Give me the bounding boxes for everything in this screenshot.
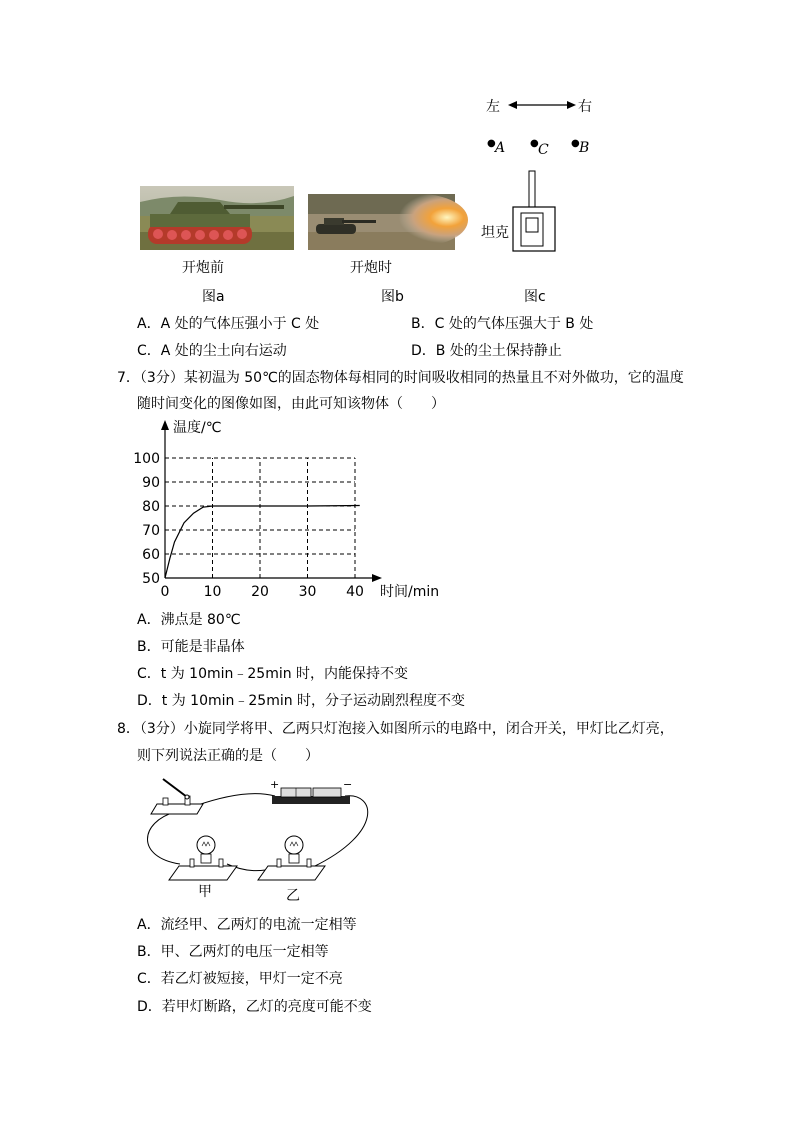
y-axis-label: 温度/℃ xyxy=(173,420,222,436)
lamp-jia-label: 甲 xyxy=(198,884,212,900)
q8-option-a: A．流经甲、乙两灯的电流一定相等 xyxy=(137,917,357,933)
caption-during: 开炮时 xyxy=(350,260,392,276)
double-arrow-icon xyxy=(508,98,576,112)
x-tick-label: 30 xyxy=(298,584,317,600)
figure-a-label: 图a xyxy=(202,289,225,305)
tank-before-photo xyxy=(140,186,294,250)
point-a-label: A xyxy=(495,140,506,156)
x-tick-label: 0 xyxy=(160,584,170,600)
q8-stem-line2: 则下列说法正确的是（ ） xyxy=(137,748,319,764)
point-dot: ● xyxy=(530,138,539,149)
x-tick-label: 40 xyxy=(346,584,364,600)
point-dot: ● xyxy=(571,138,580,149)
q6-option-c: C．A 处的尘土向右运动 xyxy=(137,343,287,359)
x-axis-arrow-icon xyxy=(372,574,382,582)
caption-before: 开炮前 xyxy=(182,260,224,276)
q8-option-c: C．若乙灯被短接，甲灯一定不亮 xyxy=(137,971,343,987)
q8-option-d: D．若甲灯断路，乙灯的亮度可能不变 xyxy=(137,999,372,1015)
q7-stem-line2: 随时间变化的图像如图，由此可知该物体（ ） xyxy=(137,396,445,412)
switch-icon xyxy=(151,779,203,814)
lamp-jia-icon xyxy=(169,836,237,880)
q7-stem-line1: 7．（3分）某初温为 50℃的固态物体每相同的时间吸收相同的热量且不对外做功，它的温度 xyxy=(117,370,684,386)
figure-c-label: 图c xyxy=(524,289,546,305)
q6-option-a: A．A 处的气体压强小于 C 处 xyxy=(137,316,320,332)
chart-grid xyxy=(165,458,355,578)
temperature-curve xyxy=(165,506,360,578)
right-label: 右 xyxy=(578,99,592,115)
figure-b-label: 图b xyxy=(381,289,404,305)
left-label: 左 xyxy=(486,99,500,115)
x-tick-label: 20 xyxy=(251,584,269,600)
point-c-label: C xyxy=(538,142,549,158)
chart-series xyxy=(165,506,360,578)
circuit-diagram xyxy=(135,772,380,906)
q7-option-c: C．t 为 10min﹣25min 时，内能保持不变 xyxy=(137,666,409,682)
lamp-yi-label: 乙 xyxy=(286,888,300,904)
y-tick-label: 50 xyxy=(142,571,160,587)
y-tick-label: 60 xyxy=(142,547,160,563)
y-axis-arrow-icon xyxy=(161,420,169,430)
tank-label: 坦克 xyxy=(481,225,509,241)
y-tick-label: 80 xyxy=(142,499,160,515)
battery-icon xyxy=(272,788,350,804)
x-tick-label: 10 xyxy=(203,584,222,600)
q6-option-b: B．C 处的气体压强大于 B 处 xyxy=(411,316,594,332)
q7-option-d: D．t 为 10min﹣25min 时，分子运动剧烈程度不变 xyxy=(137,693,466,709)
lamp-yi-icon xyxy=(258,836,325,880)
q6-option-d: D．B 处的尘土保持静止 xyxy=(411,343,562,359)
point-dot: ● xyxy=(487,138,496,149)
q8-stem-line1: 8．（3分）小旋同学将甲、乙两只灯泡接入如图所示的电路中，闭合开关，甲灯比乙灯亮， xyxy=(117,721,674,737)
y-tick-label: 100 xyxy=(133,451,160,467)
chart-axes xyxy=(161,420,382,582)
q7-option-b: B．可能是非晶体 xyxy=(137,639,245,655)
tank-firing-photo xyxy=(308,194,455,250)
battery-minus-label: − xyxy=(343,778,353,791)
battery-plus-label: + xyxy=(270,778,280,791)
y-tick-label: 70 xyxy=(142,523,160,539)
q8-option-b: B．甲、乙两灯的电压一定相等 xyxy=(137,944,329,960)
y-tick-label: 90 xyxy=(142,475,160,491)
tank-diagram xyxy=(510,170,560,252)
x-axis-label: 时间/min xyxy=(380,584,440,600)
temperature-time-chart xyxy=(130,414,440,604)
point-b-label: B xyxy=(579,140,590,156)
q7-option-a: A．沸点是 80℃ xyxy=(137,612,241,628)
